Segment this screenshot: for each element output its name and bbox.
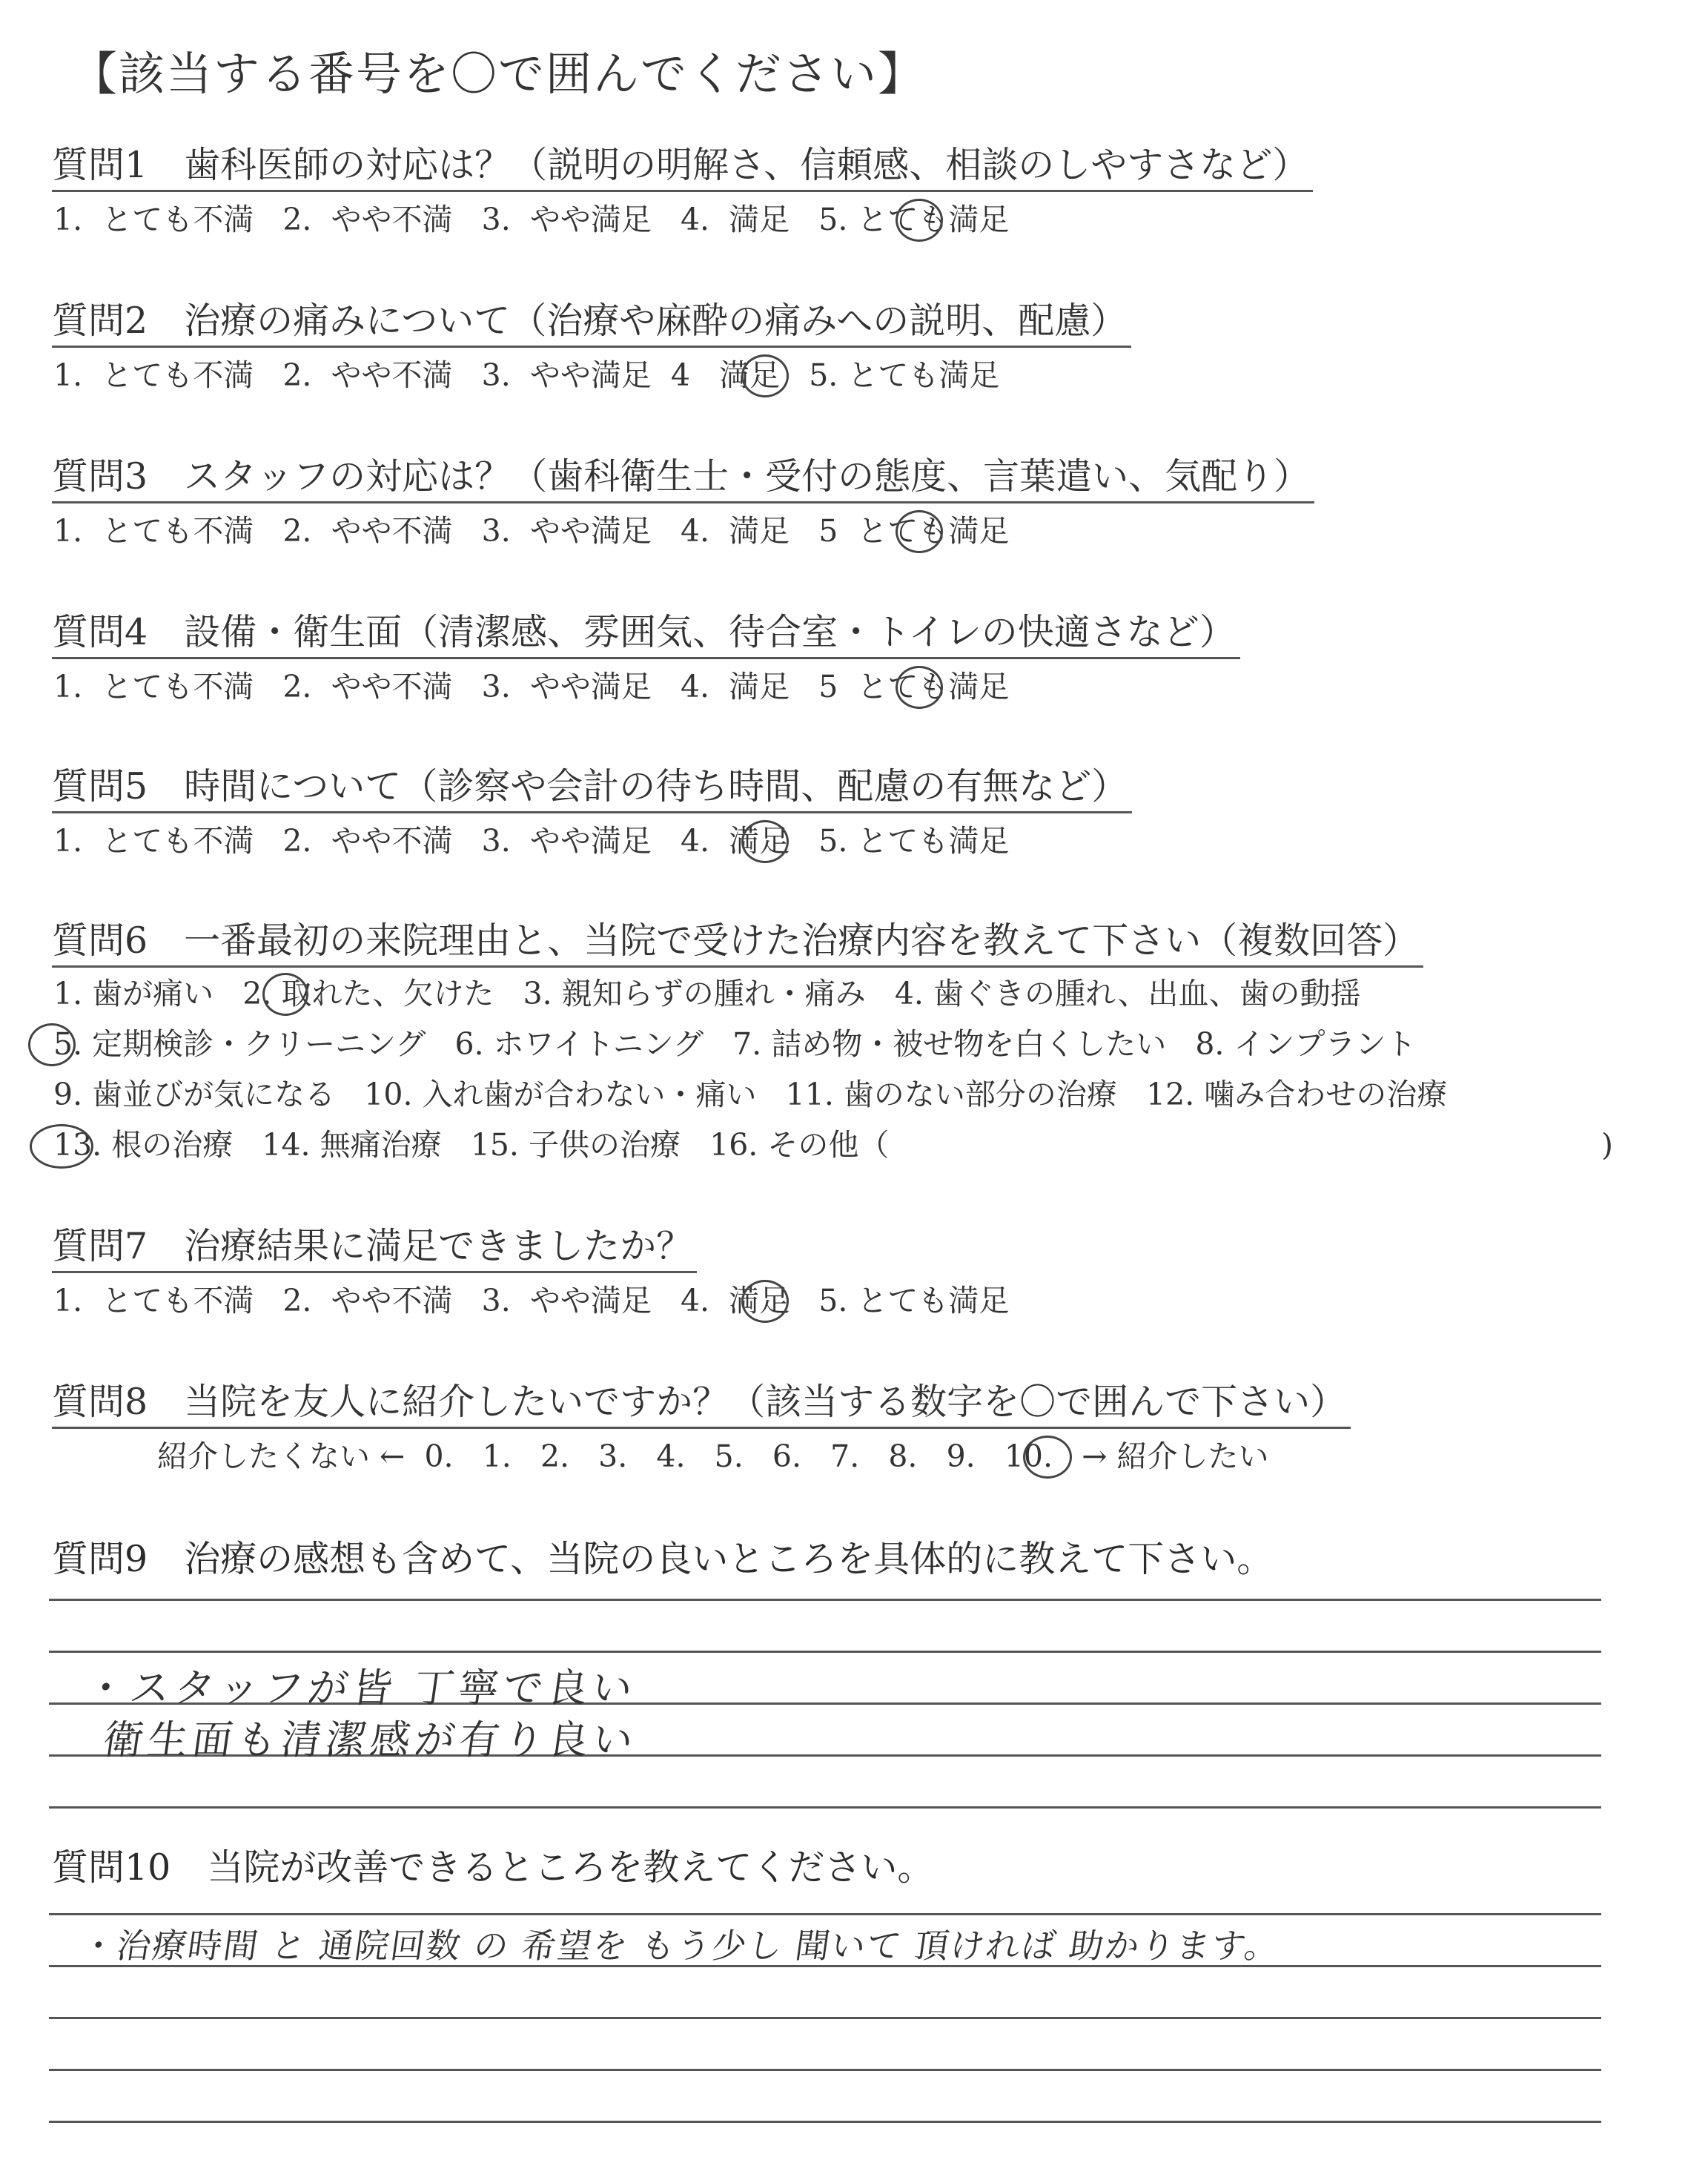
question-2-heading: 質問2 治療の痛みについて（治療や麻酔の痛みへの説明、配慮） (52, 298, 1131, 348)
q3-selected-circle (896, 510, 943, 553)
question-5-options[interactable]: 1. とても不満 2. やや不満 3. やや満足 4. 満足 5. とても満足 (53, 823, 1010, 859)
question-9-answer-1[interactable]: ・スタッフが皆 丁寧で良い (82, 1665, 640, 1711)
question-8-scale[interactable]: 紹介したくない ← 0. 1. 2. 3. 4. 5. 6. 7. 8. 9. 10. → 紹介したい (157, 1439, 1269, 1474)
question-1-heading: 質問1 歯科医師の対応は？（説明の明解さ、信頼感、相談のしやすさなど） (52, 142, 1313, 192)
question-6-heading: 質問6 一番最初の来院理由と、当院で受けた治療内容を教えて下さい（複数回答） (52, 918, 1423, 968)
question-10-heading: 質問10 当院が改善できるところを教えてください。 (52, 1846, 934, 1889)
answer-line (49, 2121, 1601, 2123)
question-4-heading: 質問4 設備・衛生面（清潔感、雰囲気、待合室・トイレの快適さなど） (52, 610, 1240, 659)
q4-selected-circle (896, 666, 943, 709)
question-6-row-3[interactable]: 9. 歯並びが気になる 10. 入れ歯が合わない・痛い 11. 歯のない部分の治療 12. 噛み合わせの治療 (53, 1077, 1448, 1112)
answer-line (49, 1913, 1601, 1915)
question-9-answer-2[interactable]: 衛生面も清潔感が有り良い (100, 1717, 640, 1763)
answer-line (49, 2017, 1601, 2019)
q8-selected-circle (1023, 1436, 1072, 1479)
question-4-options[interactable]: 1. とても不満 2. やや不満 3. やや満足 4. 満足 5 とても満足 (53, 669, 1010, 704)
q6-selected-circle-2 (262, 973, 308, 1016)
question-6-row-1[interactable]: 1. 歯が痛い 2. 取れた、欠けた 3. 親知らずの腫れ・痛み 4. 歯ぐきの腫れ、出血、歯の動揺 (53, 976, 1361, 1011)
answer-line (49, 2069, 1601, 2071)
question-6-row-2[interactable]: 5. 定期検診・クリーニング 6. ホワイトニング 7. 詰め物・被せ物を白くしたい 8. インプラント (53, 1026, 1417, 1062)
question-9-heading: 質問9 治療の感想も含めて、当院の良いところを具体的に教えて下さい。 (52, 1538, 1274, 1580)
question-6-other-close: ) (1601, 1127, 1613, 1163)
q6-selected-circle-13 (30, 1124, 93, 1169)
question-3-options[interactable]: 1. とても不満 2. やや不満 3. やや満足 4. 満足 5 とても満足 (53, 513, 1010, 549)
question-6-row-4[interactable]: 13. 根の治療 14. 無痛治療 15. 子供の治療 16. その他（ (53, 1127, 890, 1163)
question-8-heading: 質問8 当院を友人に紹介したいですか？（該当する数字を〇で囲んで下さい） (52, 1379, 1351, 1429)
q6-selected-circle-5 (28, 1023, 76, 1066)
page-title: 【該当する番号を〇で囲んでください】 (71, 47, 926, 101)
q5-selected-circle (741, 820, 789, 863)
question-10-answer-1[interactable]: ・治療時間 と 通院回数 の 希望を もう少し 聞いて 頂ければ 助かります。 (78, 1926, 1283, 1966)
answer-line (49, 1599, 1601, 1601)
question-2-options[interactable]: 1. とても不満 2. やや不満 3. やや満足 4 満足 5. とても満足 (53, 357, 1000, 393)
answer-line (49, 1806, 1601, 1809)
question-7-options[interactable]: 1. とても不満 2. やや不満 3. やや満足 4. 満足 5. とても満足 (53, 1283, 1010, 1318)
q1-selected-circle (896, 199, 943, 242)
question-1-options[interactable]: 1. とても不満 2. やや不満 3. やや満足 4. 満足 5. とても満足 (53, 202, 1010, 237)
question-7-heading: 質問7 治療結果に満足できましたか？ (52, 1223, 697, 1273)
q2-selected-circle (741, 354, 789, 397)
answer-line (49, 1651, 1601, 1653)
q7-selected-circle (741, 1280, 789, 1323)
question-5-heading: 質問5 時間について（診察や会計の待ち時間、配慮の有無など） (52, 764, 1132, 813)
question-3-heading: 質問3 スタッフの対応は？（歯科衛生士・受付の態度、言葉遣い、気配り） (52, 454, 1314, 503)
